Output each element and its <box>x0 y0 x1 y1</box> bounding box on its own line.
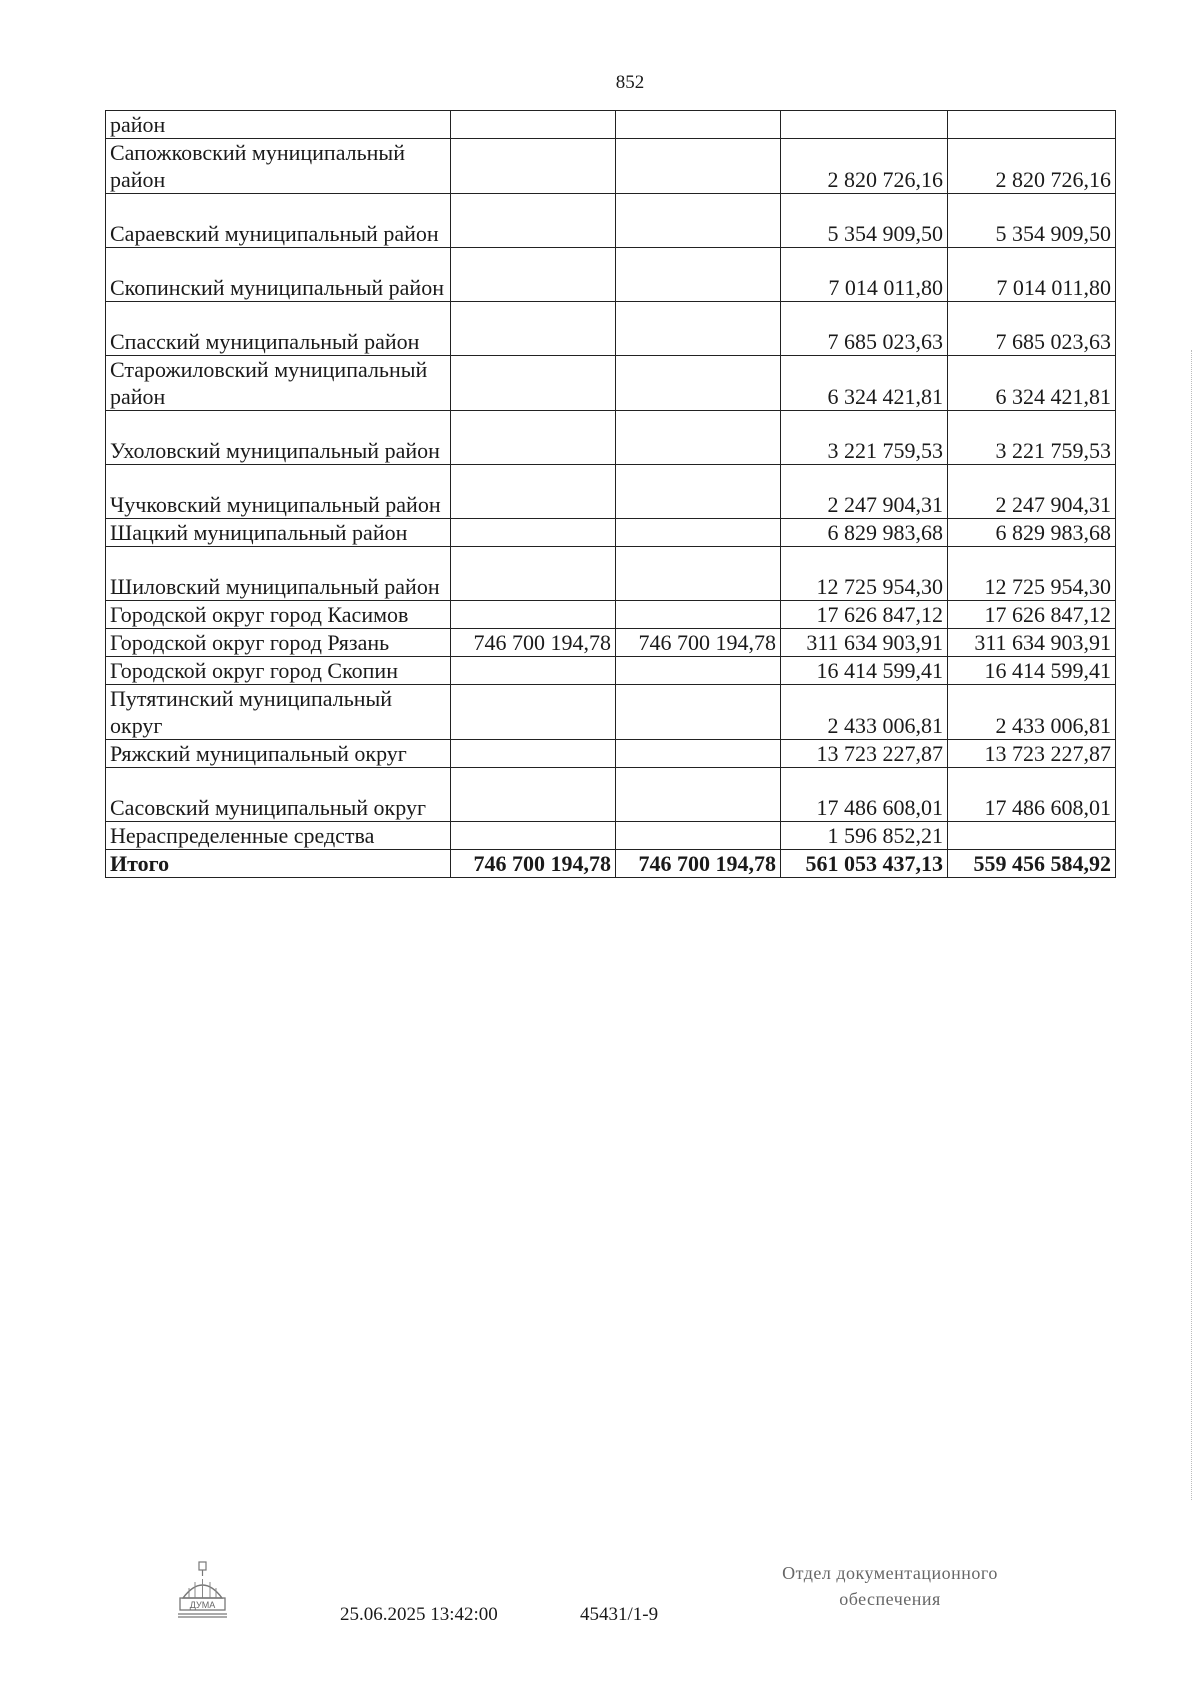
table-row <box>106 685 1116 740</box>
amount-col-2 <box>451 356 616 411</box>
amount-col-5: 3 221 759,53 <box>948 411 1116 465</box>
amount-col-3 <box>616 547 781 601</box>
amount-col-3 <box>616 657 781 685</box>
amount-col-2 <box>451 685 616 740</box>
total-amount-col-4: 561 053 437,13 <box>781 850 948 878</box>
table-row <box>106 547 1116 601</box>
amount-col-4: 16 414 599,41 <box>781 657 948 685</box>
registration-number: 45431/1-9 <box>580 1604 659 1625</box>
table-row <box>106 302 1116 356</box>
table-row <box>106 768 1116 822</box>
amount-col-4: 6 829 983,68 <box>781 519 948 547</box>
department-stamp-line-2: обеспечения <box>839 1589 941 1609</box>
table-body <box>106 111 1116 878</box>
duma-emblem-icon <box>175 1560 230 1625</box>
amount-col-5: 13 723 227,87 <box>948 740 1116 768</box>
amount-col-4 <box>781 111 948 139</box>
total-label: Итого <box>106 850 451 878</box>
amount-col-2 <box>451 194 616 248</box>
total-amount-col-2: 746 700 194,78 <box>451 850 616 878</box>
amount-col-5: 17 486 608,01 <box>948 768 1116 822</box>
amount-col-4: 6 324 421,81 <box>781 356 948 411</box>
amount-col-2 <box>451 601 616 629</box>
district-name-cell: Нераспределенные средства <box>106 822 451 850</box>
amount-col-3 <box>616 139 781 194</box>
amount-col-4: 13 723 227,87 <box>781 740 948 768</box>
amount-col-2 <box>451 111 616 139</box>
district-name-cell: Сапожковский муниципальный район <box>106 139 451 194</box>
amount-col-5 <box>948 111 1116 139</box>
amount-col-2 <box>451 248 616 302</box>
table-row <box>106 629 1116 657</box>
total-amount-col-5: 559 456 584,92 <box>948 850 1116 878</box>
table-row <box>106 411 1116 465</box>
district-name-cell: Шацкий муниципальный район <box>106 519 451 547</box>
table-row <box>106 657 1116 685</box>
seal-text: ДУМА <box>189 1600 216 1610</box>
district-name-cell: Скопинский муниципальный район <box>106 248 451 302</box>
table-row <box>106 601 1116 629</box>
district-name-cell: Чучковский муниципальный район <box>106 465 451 519</box>
amount-col-2 <box>451 547 616 601</box>
department-stamp-line-1: Отдел документационного <box>782 1563 998 1583</box>
amount-col-3 <box>616 194 781 248</box>
amount-col-2 <box>451 302 616 356</box>
amount-col-3 <box>616 685 781 740</box>
district-name-cell: Спасский муниципальный район <box>106 302 451 356</box>
amount-col-3 <box>616 111 781 139</box>
district-name-cell: Ухоловский муниципальный район <box>106 411 451 465</box>
registration-datetime: 25.06.2025 13:42:00 <box>340 1604 498 1625</box>
amount-col-4: 5 354 909,50 <box>781 194 948 248</box>
amount-col-5: 7 685 023,63 <box>948 302 1116 356</box>
table-row <box>106 822 1116 850</box>
amount-col-4: 3 221 759,53 <box>781 411 948 465</box>
table-row <box>106 356 1116 411</box>
amount-col-2: 746 700 194,78 <box>451 629 616 657</box>
amount-col-5: 12 725 954,30 <box>948 547 1116 601</box>
amount-col-2 <box>451 519 616 547</box>
table-row <box>106 139 1116 194</box>
amount-col-3 <box>616 302 781 356</box>
amount-col-4: 17 626 847,12 <box>781 601 948 629</box>
district-name-cell: Сасовский муниципальный округ <box>106 768 451 822</box>
amount-col-4: 12 725 954,30 <box>781 547 948 601</box>
amount-col-2 <box>451 411 616 465</box>
district-name-cell: Путятинский муниципальный округ <box>106 685 451 740</box>
total-amount-col-3: 746 700 194,78 <box>616 850 781 878</box>
amount-col-4: 1 596 852,21 <box>781 822 948 850</box>
amount-col-3 <box>616 768 781 822</box>
amount-col-3: 746 700 194,78 <box>616 629 781 657</box>
amount-col-4: 7 014 011,80 <box>781 248 948 302</box>
amount-col-5: 5 354 909,50 <box>948 194 1116 248</box>
amount-col-3 <box>616 740 781 768</box>
amount-col-5: 2 433 006,81 <box>948 685 1116 740</box>
district-name-cell: Шиловский муниципальный район <box>106 547 451 601</box>
amount-col-5: 6 829 983,68 <box>948 519 1116 547</box>
amount-col-4: 17 486 608,01 <box>781 768 948 822</box>
table-row <box>106 465 1116 519</box>
amount-col-2 <box>451 822 616 850</box>
amount-col-3 <box>616 601 781 629</box>
budget-distribution-table <box>105 110 1116 878</box>
district-name-cell: Городской округ город Рязань <box>106 629 451 657</box>
district-name-cell: Сараевский муниципальный район <box>106 194 451 248</box>
amount-col-5: 2 247 904,31 <box>948 465 1116 519</box>
amount-col-2 <box>451 740 616 768</box>
amount-col-2 <box>451 657 616 685</box>
page-number: 852 <box>615 72 645 93</box>
amount-col-4: 2 433 006,81 <box>781 685 948 740</box>
table-row <box>106 248 1116 302</box>
table-row <box>106 519 1116 547</box>
amount-col-3 <box>616 356 781 411</box>
amount-col-5: 7 014 011,80 <box>948 248 1116 302</box>
amount-col-3 <box>616 465 781 519</box>
district-name-cell: район <box>106 111 451 139</box>
amount-col-3 <box>616 411 781 465</box>
amount-col-5: 16 414 599,41 <box>948 657 1116 685</box>
amount-col-5: 6 324 421,81 <box>948 356 1116 411</box>
total-row <box>106 850 1116 878</box>
amount-col-5: 2 820 726,16 <box>948 139 1116 194</box>
district-name-cell: Ряжский муниципальный округ <box>106 740 451 768</box>
department-stamp <box>740 1560 1040 1612</box>
amount-col-2 <box>451 465 616 519</box>
amount-col-4: 2 820 726,16 <box>781 139 948 194</box>
table-row <box>106 194 1116 248</box>
amount-col-3 <box>616 822 781 850</box>
amount-col-2 <box>451 139 616 194</box>
table-row <box>106 740 1116 768</box>
amount-col-5: 17 626 847,12 <box>948 601 1116 629</box>
amount-col-4: 311 634 903,91 <box>781 629 948 657</box>
amount-col-5 <box>948 822 1116 850</box>
amount-col-3 <box>616 519 781 547</box>
amount-col-4: 2 247 904,31 <box>781 465 948 519</box>
district-name-cell: Старожиловский муниципальный район <box>106 356 451 411</box>
amount-col-4: 7 685 023,63 <box>781 302 948 356</box>
district-name-cell: Городской округ город Касимов <box>106 601 451 629</box>
amount-col-2 <box>451 768 616 822</box>
amount-col-5: 311 634 903,91 <box>948 629 1116 657</box>
district-name-cell: Городской округ город Скопин <box>106 657 451 685</box>
table-row <box>106 111 1116 139</box>
amount-col-3 <box>616 248 781 302</box>
scan-edge-marks <box>1187 350 1192 1500</box>
